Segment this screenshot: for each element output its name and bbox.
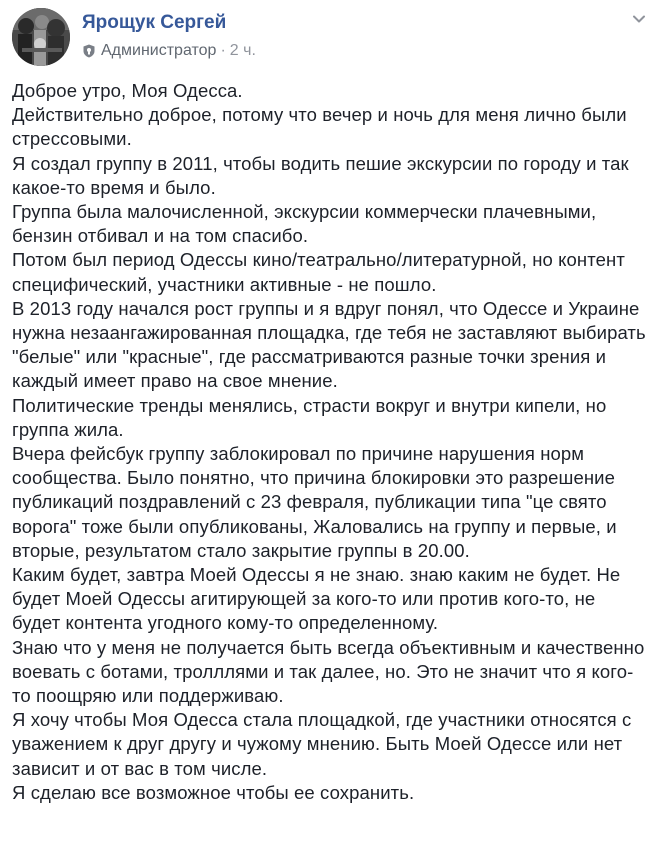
admin-badge-icon	[82, 44, 96, 58]
post-paragraph: Потом был период Одессы кино/театрально/литературной, но контент специфический, участники активные - не пошло.	[12, 249, 625, 295]
post-header	[12, 8, 652, 68]
post-paragraph: Вчера фейсбук группу заблокировал по причине нарушения норм сообщества. Было понятно, что причина блокировки это разрешение публикаций поздравлений с 23 февраля, публикации типа "це свято ворога" тоже были опубликованы, Жаловались на группу и первые, и вторые, результатом стало закрытие группы в 20.00.	[12, 443, 617, 561]
post-text	[12, 79, 662, 805]
post-paragraph: Каким будет, завтра Моей Одессы я не знаю. знаю каким не будет. Не будет Моей Одессы агитирующей за кого-то или против кого-то, не будет контента угодного кому-то определенному.	[12, 564, 621, 634]
avatar-image	[12, 8, 70, 66]
post-paragraph: Политические тренды менялись, страсти вокруг и внутри кипели, но группа жила.	[12, 394, 607, 440]
post-paragraph: Доброе утро, Моя Одесса.	[12, 80, 243, 101]
post-paragraph: Я сделаю все возможное чтобы ее сохранить.	[12, 781, 415, 803]
chevron-down-icon[interactable]	[630, 10, 648, 28]
post-paragraph: Знаю что у меня не получается быть всегда объективным и качественно воевать с ботами, тролллями и так далее, но. Это не значит что я кого- то поощряю или поддерживаю.	[12, 636, 645, 707]
avatar[interactable]	[12, 8, 70, 66]
post-paragraph: Я хочу чтобы Моя Одесса стала площадкой, где участники относятся с уважением к друг другу и чужому мнению. Быть Моей Одессе или нет зависит и от вас в том числе.	[12, 709, 632, 779]
member-role: Администратор	[101, 42, 217, 59]
post-timestamp[interactable]: 2 ч.	[229, 42, 256, 59]
post-meta	[82, 42, 256, 60]
author-name-link[interactable]: Ярощук Сергей	[82, 12, 227, 33]
meta-separator: ·	[220, 42, 226, 59]
post-paragraph: В 2013 году начался рост группы и я вдруг понял, что Одессе и Украине нужна незаангажированная площадка, где тебя не заставляют выбирать "белые" или "красные", где рассматриваются разные точки зрения и каждый имеет право на свое мнение.	[12, 297, 646, 392]
post-paragraph: Действительно доброе, потому что вечер и ночь для меня лично были стрессовыми.	[12, 104, 627, 150]
post-paragraph: Я создал группу в 2011, чтобы водить пешие экскурсии по городу и так какое-то время и было.	[12, 152, 629, 198]
post-paragraph: Группа была малочисленной, экскурсии коммерчески плачевными, бензин отбивал и на том спасибо.	[12, 201, 597, 247]
